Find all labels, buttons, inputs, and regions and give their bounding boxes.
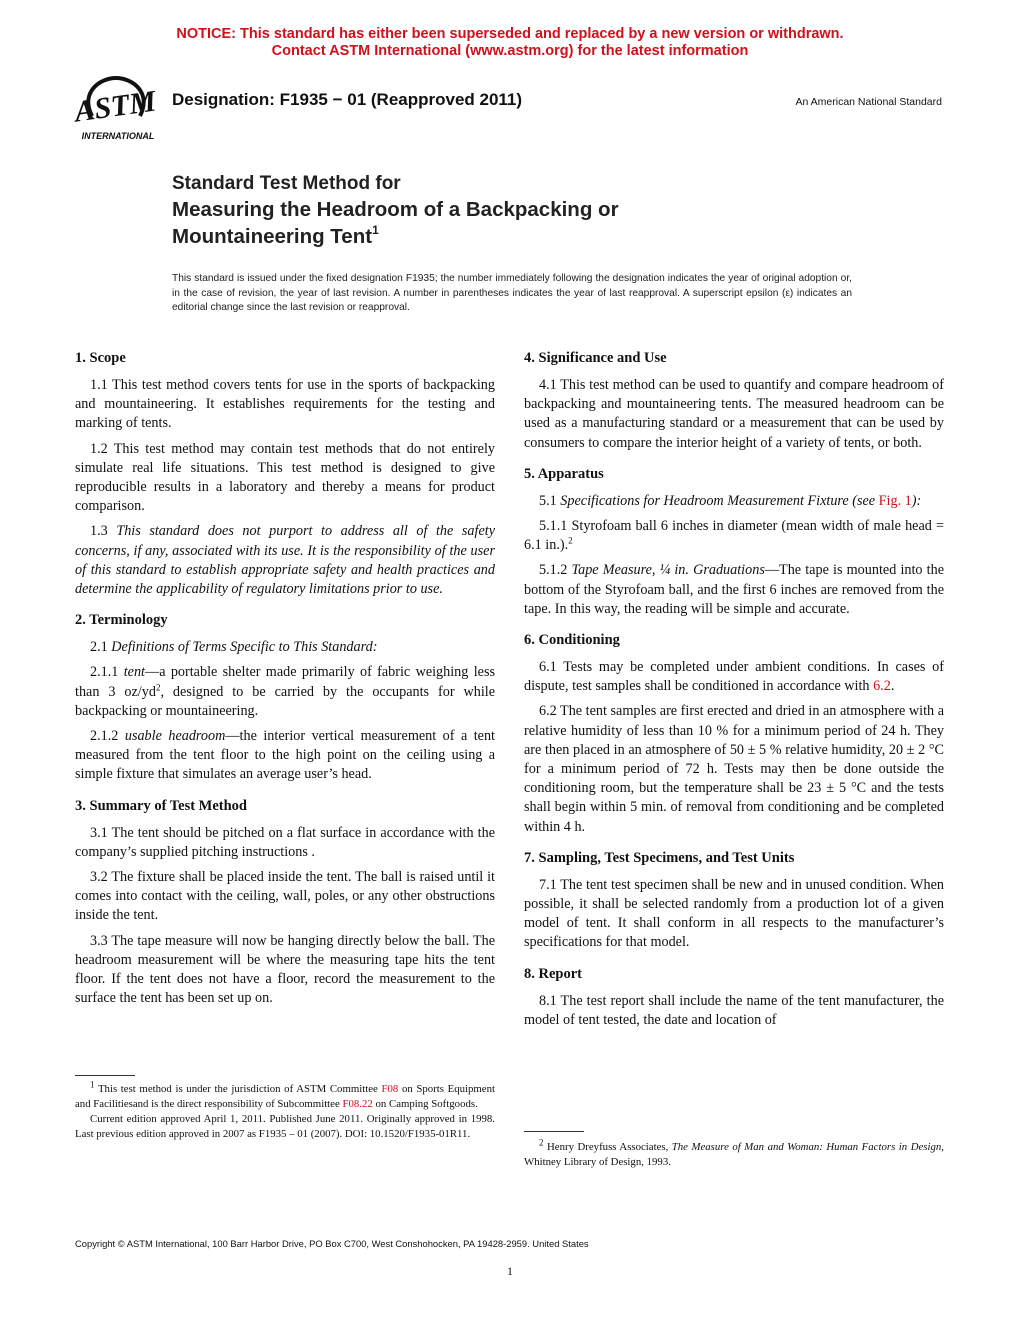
section-significance: [524, 348, 944, 453]
paragraph: 6.2 The tent samples are first erected and dried in an atmosphere with a relative humidity of less than 10 % for a minimum period of 24 h. They are then placed in an atmosphere of 50 ± 5 % relative humidity, 20 ± 2 °C for a minimum period of 72 h. Tests may then be done outside the conditioning room, but the temperature shall be 23 ± 5 °C and the tests shall begin within 5 min. of removal from conditioning and be completed within 4 h.: [524, 703, 944, 835]
section-apparatus: [524, 464, 944, 619]
section-heading: 6. Conditioning: [524, 632, 620, 649]
paragraph: 2.1 Definitions of Terms Specific to This Standard:: [90, 639, 378, 656]
section-terminology: [75, 610, 495, 784]
left-column: [75, 348, 495, 1019]
fig-1-link[interactable]: Fig. 1: [878, 492, 912, 509]
subcommittee-link[interactable]: F08.22: [342, 1098, 373, 1110]
paragraph: 1.1 This test method covers tents for use in the sports of backpacking and mountaineering. It establishes requirements for the testing and marking of tents.: [75, 377, 495, 432]
footnote-2-text: $^2$ Henry Dreyfuss Associates, The Measure of Man and Woman: Human Factors in Design, Whitney Library of Design, 1993.: [524, 1137, 944, 1168]
astm-logo: [70, 72, 162, 144]
section-heading: 7. Sampling, Test Specimens, and Test Units: [524, 849, 795, 866]
section-report: [524, 964, 944, 1030]
section-heading: 5. Apparatus: [524, 465, 604, 482]
section-sampling: [524, 848, 944, 953]
footnote-1: [75, 1079, 495, 1142]
footnote-1-edition: Current edition approved April 1, 2011. Published June 2011. Originally approved in 1998. Last previous edition approved in 2007 as F1935 – 01 (2007). DOI: 10.1520/F1935-01R11.: [75, 1113, 495, 1140]
title-line-2: Measuring the Headroom of a Backpacking or: [172, 198, 619, 221]
paragraph: 8.1 The test report shall include the name of the tent manufacturer, the model of tent tested, the date and location of: [524, 992, 944, 1028]
withdrawal-notice: [0, 26, 1020, 60]
paragraph: 3.1 The tent should be pitched on a flat surface in accordance with the company’s supplied pitching instructions .: [75, 824, 495, 860]
paragraph: 3.2 The fixture shall be placed inside the tent. The ball is raised until it comes into contact with the ceiling, wall, poles, or any other obstructions inside the tent.: [75, 869, 495, 924]
paragraph: 5.1.1 Styrofoam ball 6 inches in diameter (mean width of male head = 6.1 in.).$^2$: [524, 518, 944, 554]
section-heading: 3. Summary of Test Method: [75, 797, 247, 814]
right-column: [524, 348, 944, 1041]
section-heading: 8. Report: [524, 965, 582, 982]
paragraph: 4.1 This test method can be used to quantify and compare headroom of backpacking and mountaineering tents. The measured headroom can be used as a manufacturing standard or a measurement that can be used by consumers to compare the interior height of a variety of tents, or both.: [524, 377, 944, 451]
paragraph: 5.1 Specifications for Headroom Measurement Fixture (see Fig. 1):: [539, 492, 922, 509]
footnote-2: [524, 1137, 944, 1170]
american-national-standard-label: An American National Standard: [795, 96, 942, 108]
issuance-note: This standard is issued under the fixed designation F1935; the number immediately following the designation indicates the year of original adoption or, in the case of revision, the year of last revision. A number in parentheses indicates the year of last reapproval. A superscript epsilon (ε) indicates an editorial change since the last revision or reapproval.: [172, 273, 852, 314]
copyright-line: Copyright © ASTM International, 100 Barr Harbor Drive, PO Box C700, West Conshohocken, PA 19428-2959. United States: [75, 1238, 589, 1249]
paragraph: 1.3 This standard does not purport to address all of the safety concerns, if any, associated with its use. It is the responsibility of the user of this standard to establish appropriate safety and health practices and determine the applicability of regulatory limitations prior to use.: [75, 523, 495, 598]
section-heading: 1. Scope: [75, 350, 126, 366]
paragraph: 7.1 The tent test specimen shall be new and in unused condition. When possible, it shall be selected randomly from a production lot of a given model of tent. It shall conform in all respects to the manufacturer’s specifications for that model.: [524, 876, 944, 951]
section-summary: [75, 796, 495, 1009]
paragraph: 2.1.2 usable headroom—the interior vertical measurement of a tent measured from the tent floor to the high point on the ceiling using a simple fixture that simulates an average user’s head.: [75, 728, 495, 783]
page-number: 1: [507, 1264, 513, 1278]
notice-line-1: NOTICE: This standard has either been superseded and replaced by a new version or withdrawn.: [176, 26, 844, 42]
section-heading: 2. Terminology: [75, 612, 168, 629]
designation: Designation: F1935 − 01 (Reapproved 2011): [172, 90, 523, 109]
paragraph: 5.1.2 Tape Measure, ¼ in. Graduations—The tape is mounted into the bottom of the Styrofoam ball, and the first 6 inches are removed from the tape. In this way, the reading will be simple and accurate.: [524, 562, 944, 617]
notice-line-2: Contact ASTM International (www.astm.org) for the latest information: [271, 43, 749, 59]
section-conditioning: [524, 630, 944, 837]
title-line-3: Mountaineering Tent$^1$: [172, 223, 379, 248]
section-6-2-link[interactable]: 6.2: [873, 678, 891, 695]
paragraph: 1.2 This test method may contain test methods that do not entirely simulate real life situations. This test method is designed to give reproducible results in a laboratory and thereby a means for product comparison.: [75, 440, 495, 515]
title-line-1: Standard Test Method for: [172, 173, 401, 194]
paragraph: 3.3 The tape measure will now be hanging directly below the ball. The headroom measurement will be where the measuring tape hits the tent floor. If the tent does not have a floor, record the measurement to the surface the tent has been set up on.: [75, 932, 495, 1007]
section-scope: [75, 348, 495, 599]
footnote-1-text: $^1$ This test method is under the jurisdiction of ASTM Committee F08 on Sports Equipment and Facilitiesand is the direct responsibility of Subcommittee F08.22 on Camping Softgoods.: [75, 1079, 495, 1110]
title-footnote-mark: 1: [372, 223, 379, 237]
document-title: [172, 172, 619, 250]
committee-link[interactable]: F08: [381, 1083, 399, 1095]
section-heading: 4. Significance and Use: [524, 350, 667, 366]
footnote-rule-right: [524, 1131, 584, 1132]
paragraph: 6.1 Tests may be completed under ambient conditions. In cases of dispute, test samples shall be conditioned in accordance with 6.2.: [524, 659, 944, 695]
astm-logo-caption: INTERNATIONAL: [81, 131, 155, 141]
footnote-rule-left: [75, 1075, 135, 1076]
paragraph: 2.1.1 tent—a portable shelter made primarily of fabric weighing less than 3 $oz/yd^2$, designed to be carried by the occupants for while backpacking or mountaineering.: [75, 664, 496, 719]
astm-logo-letters: ASTM: [72, 84, 158, 129]
